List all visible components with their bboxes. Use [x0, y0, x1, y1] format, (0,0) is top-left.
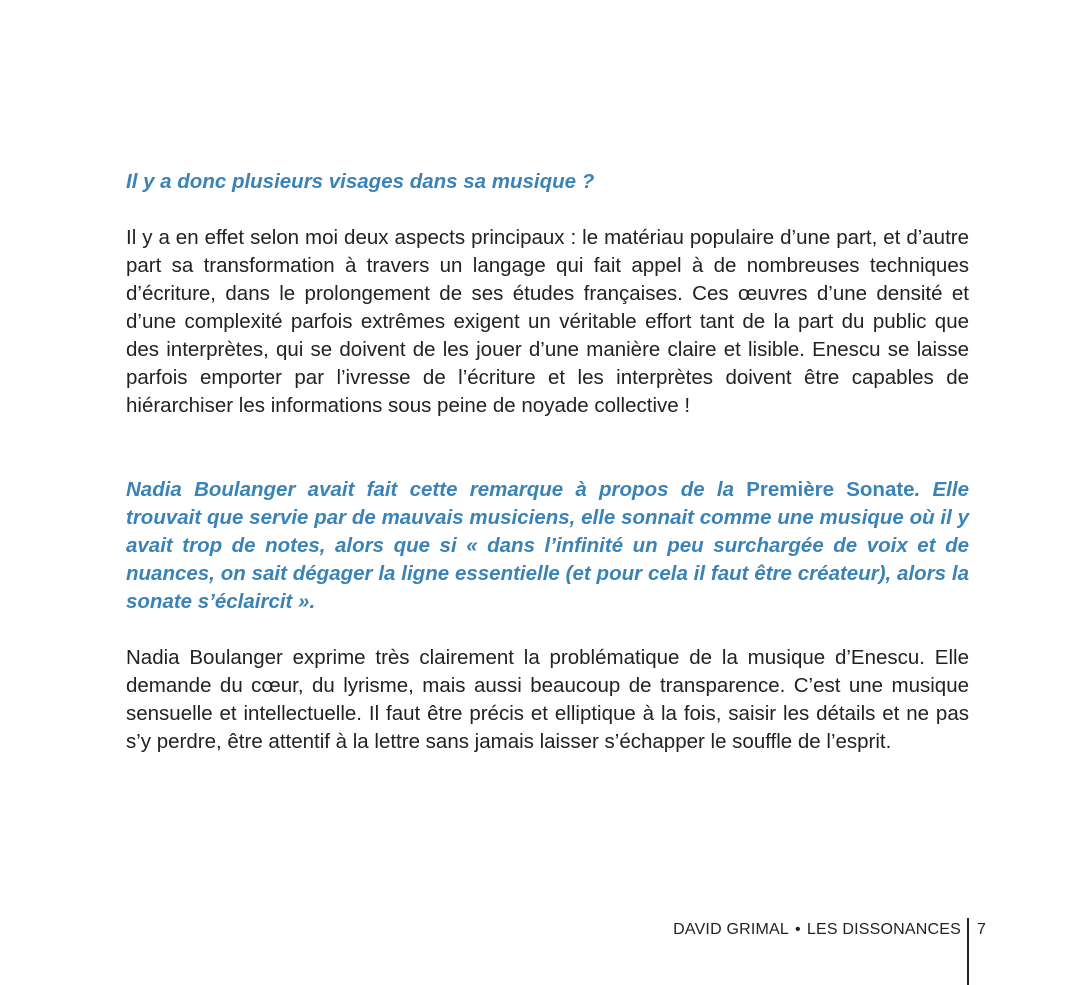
interview-answer-2: Nadia Boulanger exprime très clairement la problématique de la musique d’Enescu. Elle demande du cœur, du lyrisme, mais aussi beaucoup de transparence. C’est une musique sensuelle et intellectuelle. Il faut être précis et elliptique à la fois, saisir les détails et ne pas s’y perdre, être attentif à la lettre sans jamais laisser s’échapper le souffle de l’esprit.	[126, 646, 969, 753]
page-number: 7	[977, 921, 986, 938]
question-2-before-title: Nadia Boulanger avait fait cette remarque à propos de la	[126, 478, 747, 501]
interview-question-2	[126, 476, 969, 616]
document-page	[126, 168, 969, 756]
running-footer	[673, 918, 961, 942]
interview-question-1: Il y a donc plusieurs visages dans sa musique ?	[126, 170, 595, 193]
question-2-after-title: . Elle trouvait que servie par de mauvais musiciens, elle sonnait comme une musique où il y avait trop de notes, alors que si « dans l’infinité un peu surchargée de voix et de nuances, on sait dégager la ligne essentielle (et pour cela il faut être créateur), alors la sonate s’éclaircit ».	[126, 478, 969, 613]
work-title: Première Sonate	[746, 478, 915, 501]
interview-answer-1: Il y a en effet selon moi deux aspects principaux : le matériau populaire d’une part, et d’autre part sa transformation à travers un langage qui fait appel à de nombreuses techniques d’écriture, dans le prolongement de ses études françaises. Ces œuvres d’une densité et d’une complexité parfois extrêmes exigent un véritable effort tant de la part du public que des interprètes, qui se doivent de les jouer d’une manière claire et lisible. Enescu se laisse parfois emporter par l’ivresse de l’écriture et les interprètes doivent être capables de hiérarchiser les informations sous peine de noyade collective !	[126, 226, 969, 417]
footer-vertical-rule	[967, 918, 969, 985]
footer-separator: •	[795, 921, 801, 938]
footer-title: LES DISSONANCES	[806, 921, 961, 938]
footer-author: DAVID GRIMAL	[673, 921, 790, 938]
